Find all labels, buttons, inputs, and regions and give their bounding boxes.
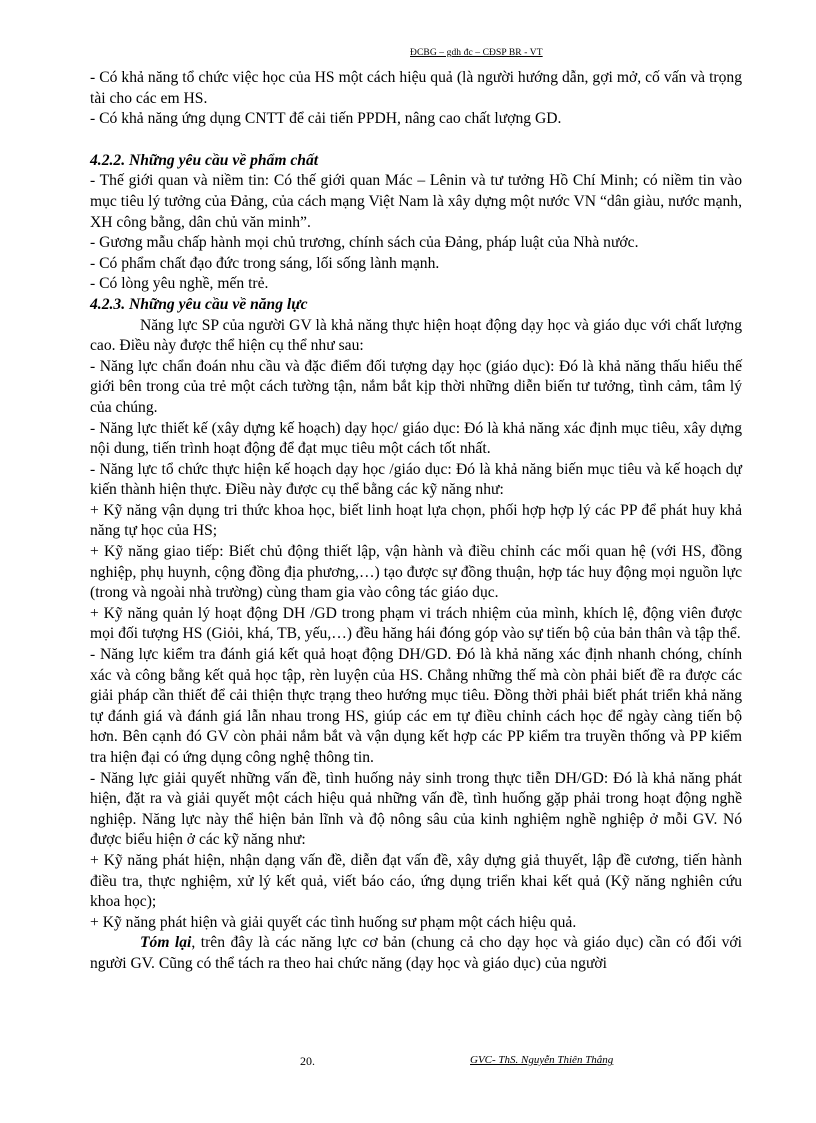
document-body bbox=[90, 68, 742, 975]
paragraph: - Năng lực kiểm tra đánh giá kết quả hoạt động DH/GD. Đó là khả năng xác định nhanh chóng, chính xác và công bằng kết quả học tập, rèn luyện của HS. Chẳng những thế mà còn phải biết đề ra được các giải pháp cần thiết để cải thiện thực trạng theo hướng mục tiêu. Đồng thời phải biết phát triển khả năng tự đánh giá và đánh giá lẫn nhau trong HS, giúp các em tự điều chỉnh cách học để ngày càng tiến bộ hơn. Bên cạnh đó GV còn phải nắm bắt và vận dụng kết hợp các PP kiểm tra truyền thống và PP kiểm tra hiện đại có ứng dụng công nghệ thông tin. bbox=[90, 646, 742, 766]
paragraph: + Kỹ năng quản lý hoạt động DH /GD trong phạm vi trách nhiệm của mình, khích lệ, động viên được mọi đối tượng HS (Giỏi, khá, TB, yếu,…) đều hăng hái đóng góp vào sự tiến bộ của bản thân và tập thể. bbox=[90, 604, 742, 643]
paragraph: + Kỹ năng vận dụng tri thức khoa học, biết linh hoạt lựa chọn, phối hợp hợp lý các PP để phát huy khả năng tự học của HS; bbox=[90, 501, 742, 540]
paragraph: - Năng lực tổ chức thực hiện kế hoạch dạy học /giáo dục: Đó là khả năng biến mục tiêu và kế hoạch dự kiến thành hiện thực. Điều này được cụ thể bằng các kỹ năng như: bbox=[90, 460, 742, 499]
spacer bbox=[90, 130, 742, 151]
footer-author: GVC- ThS. Nguyễn Thiên Thắng bbox=[470, 1054, 614, 1066]
paragraph: - Có phẩm chất đạo đức trong sáng, lối sống lành mạnh. bbox=[90, 254, 440, 272]
paragraph: - Gương mẫu chấp hành mọi chủ trương, chính sách của Đảng, pháp luật của Nhà nước. bbox=[90, 234, 639, 252]
paragraph: Năng lực SP của người GV là khả năng thực hiện hoạt động dạy học và giáo dục với chất lượng cao. Điều này được thể hiện cụ thể như sau: bbox=[90, 316, 742, 355]
paragraph: - Năng lực giải quyết những vấn đề, tình huống nảy sinh trong thực tiễn DH/GD: Đó là khả năng phát hiện, đặt ra và giải quyết một cách hiệu quả những vấn đề, tình huống gặp phải trong hoạt động nghề nghiệp. Năng lực này thể hiện bản lĩnh và độ nông sâu của kinh nghiệm nghề nghiệp ở mỗi GV. Nó được biểu hiện ở các kỹ năng như: bbox=[90, 769, 742, 849]
paragraph: - Thế giới quan và niềm tin: Có thế giới quan Mác – Lênin và tư tưởng Hồ Chí Minh; có niềm tin vào mục tiêu lý tưởng của Đảng, của cách mạng Việt Nam là xây dựng một nước VN “dân giàu, nước mạnh, XH công bằng, dân chủ văn minh”. bbox=[90, 172, 742, 231]
paragraph: + Kỹ năng phát hiện và giải quyết các tình huống sư phạm một cách hiệu quả. bbox=[90, 913, 577, 931]
paragraph: - Có khả năng ứng dụng CNTT để cải tiến PPDH, nâng cao chất lượng GD. bbox=[90, 110, 562, 128]
section-heading-4-2-2: 4.2.2. Những yêu cầu về phẩm chất bbox=[90, 151, 319, 169]
summary-text: , trên đây là các năng lực cơ bản (chung cả cho dạy học và giáo dục) cần có đối với người GV. Cũng có thể tách ra theo hai chức năng (dạy học và giáo dục) của người bbox=[90, 934, 743, 972]
summary-paragraph bbox=[90, 933, 742, 974]
paragraph: - Năng lực chẩn đoán nhu cầu và đặc điểm đối tượng dạy học (giáo dục): Đó là khả năng thấu hiểu thế giới bên trong của trẻ một cách tường tận, nắm bắt kịp thời những diễn biến tư tưởng, tình cảm, tâm lý của chúng. bbox=[90, 357, 742, 416]
section-heading-4-2-3: 4.2.3. Những yêu cầu về năng lực bbox=[90, 295, 308, 313]
running-header: ĐCBG – gdh đc – CĐSP BR - VT bbox=[410, 48, 543, 58]
paragraph: - Năng lực thiết kế (xây dựng kế hoạch) dạy học/ giáo dục: Đó là khả năng xác định mục tiêu, xây dựng nội dung, tiến trình hoạt động để đạt mục tiêu một cách tốt nhất. bbox=[90, 419, 742, 458]
paragraph: - Có khả năng tổ chức việc học của HS một cách hiệu quả (là người hướng dẫn, gợi mở, cố vấn và trọng tài cho các em HS. bbox=[90, 69, 742, 107]
page-number: 20. bbox=[300, 1054, 315, 1068]
summary-lead: Tóm lại bbox=[140, 934, 192, 952]
paragraph: + Kỹ năng phát hiện, nhận dạng vấn đề, diễn đạt vấn đề, xây dựng giả thuyết, lập đề cương, tiến hành điều tra, thực nghiệm, xử lý kết quả, viết báo cáo, ứng dụng triển khai kết quả (Kỹ năng nghiên cứu khoa học); bbox=[90, 851, 742, 911]
paragraph: + Kỹ năng giao tiếp: Biết chủ động thiết lập, vận hành và điều chỉnh các mối quan hệ (với HS, đồng nghiệp, phụ huynh, cộng đồng địa phương,…) tạo được sự đồng thuận, hợp tác huy động mọi nguồn lực (trong và ngoài nhà trường) cùng tham gia vào công tác giáo dục. bbox=[90, 543, 742, 602]
paragraph: - Có lòng yêu nghề, mến trẻ. bbox=[90, 275, 269, 293]
